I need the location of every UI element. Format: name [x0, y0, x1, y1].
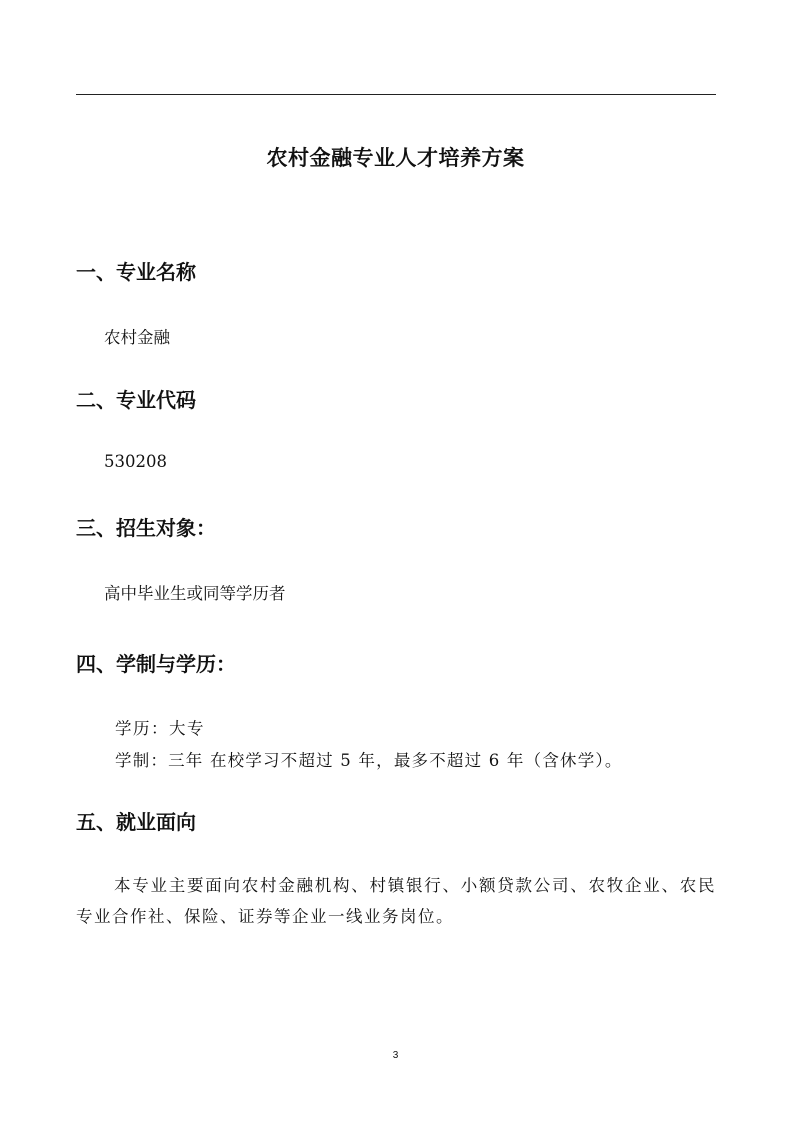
header-rule [76, 94, 716, 95]
document-title: 农村金融专业人才培养方案 [266, 146, 525, 170]
duration-line: 学制：三年 在校学习不超过 5 年，最多不超过 6 年（含休学）。 [115, 751, 623, 770]
employment-paragraph: 本专业主要面向农村金融机构、村镇银行、小额贷款公司、农牧企业、农民专业合作社、保险、证券等企业一线业务岗位。 [76, 876, 716, 926]
major-name-value: 农村金融 [104, 328, 170, 347]
section-heading-employment: 五、就业面向 [76, 810, 196, 834]
section-heading-major-code: 二、专业代码 [76, 388, 196, 412]
section-heading-schooling: 四、学制与学历： [76, 652, 236, 676]
degree-line: 学历：大专 [115, 719, 205, 738]
enrollment-value: 高中毕业生或同等学历者 [104, 584, 286, 603]
major-code-value: 530208 [104, 452, 167, 471]
section-heading-enrollment: 三、招生对象： [76, 516, 216, 540]
page-number: 3 [392, 1050, 399, 1061]
section-heading-major-name: 一、专业名称 [76, 260, 196, 284]
